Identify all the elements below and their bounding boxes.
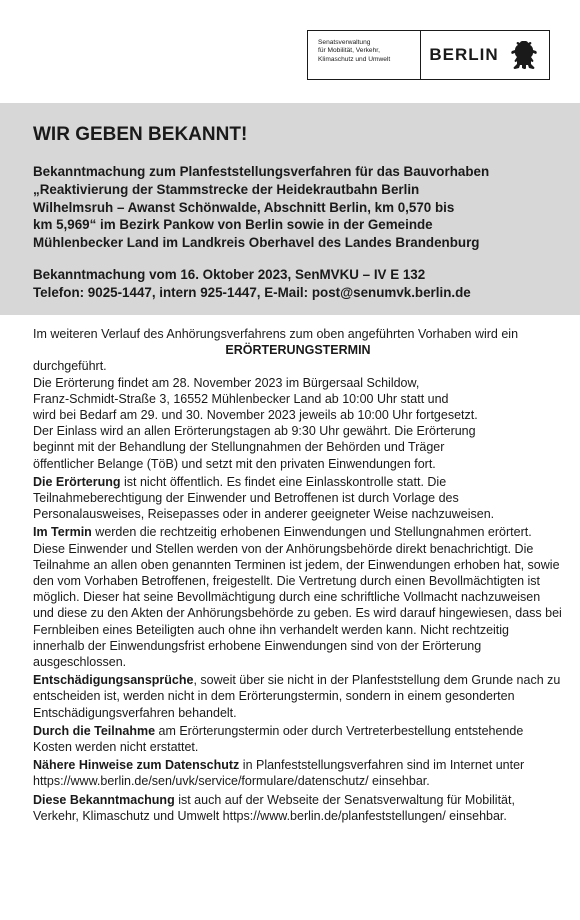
paragraph-lead: Die Erörterung	[33, 474, 121, 489]
costs-paragraph	[33, 723, 563, 755]
paragraph-text: in Planfeststellungsverfahren sind im Internet unter https://www.berlin.de/sen/uvk/service/formulare/datenschutz/ einsehbar.	[33, 758, 525, 789]
hearing-details-paragraph	[33, 375, 563, 472]
paragraph-line: beginnt mit der Behandlung der Stellungnahmen der Behörden und Träger	[33, 440, 445, 455]
berlin-bear-icon	[511, 39, 541, 73]
subject-line: km 5,969“ im Bezirk Pankow von Berlin sowie in der Gemeinde	[33, 217, 433, 233]
contact-line: Telefon: 9025-1447, intern 925-1447, E-Mail: post@senumvk.berlin.de	[33, 285, 471, 301]
paragraph-line: Die Erörterung findet am 28. November 2023 im Bürgersaal Schildow,	[33, 375, 420, 390]
paragraph-lead: Entschädigungsansprüche	[33, 673, 194, 688]
compensation-paragraph	[33, 672, 563, 721]
announcement-subject	[33, 163, 563, 252]
paragraph-line: Franz-Schmidt-Straße 3, 16552 Mühlenbecker Land ab 10:00 Uhr statt und	[33, 391, 449, 406]
logo-divider	[420, 30, 421, 80]
announcement-body	[33, 326, 563, 824]
authority-line: Klimaschutz und Umwelt	[318, 55, 391, 63]
announcement-meta	[33, 266, 563, 303]
objections-paragraph	[33, 524, 563, 670]
announcement-date-line: Bekanntmachung vom 16. Oktober 2023, SenMVKU – IV E 132	[33, 267, 426, 282]
paragraph-text: werden die rechtzeitig erhobenen Einwendungen und Stellungnahmen erörtert. Diese Einwender und Stellen werden von der Anhörungsbehörde direkt benachrichtigt. Die Teilnahme an allen oben genannten Terminen ist jedem, der Einwendungen erhoben hat, sowie den vom Vorhaben Betroffenen, freigestellt. Die Vertretung durch einen Bevollmächtigten ist möglich. Dieser hat seine Bevollmächtigung durch eine schriftliche Vollmacht nachzuweisen und diese zu den Akten der Anhörungsbehörde zu geben. Es wird darauf hingewiesen, dass bei Fernbleiben eines Beteiligten auch ohne ihn verhandelt werden kann. Nicht rechtzeitig innerhalb der Einwendungsfrist erhobene Einwendungen sind von der Erörterung ausgeschlossen.	[33, 525, 562, 670]
paragraph-line: wird bei Bedarf am 29. und 30. November 2023 jeweils ab 10:00 Uhr fortgesetzt.	[33, 408, 478, 423]
subject-line: „Reaktivierung der Stammstrecke der Heidekrautbahn Berlin	[33, 181, 420, 197]
paragraph-text: , soweit über sie nicht in der Planfeststellung dem Grunde nach zu entscheiden ist, werden nicht in dem Erörterungstermin, sondern in einem gesonderten Entschädigungsverfahren behandelt.	[33, 673, 561, 720]
subject-line: Bekanntmachung zum Planfeststellungsverfahren für das Bauvorhaben	[33, 164, 490, 179]
subject-line: Mühlenbecker Land im Landkreis Oberhavel des Landes Brandenburg	[33, 235, 480, 251]
paragraph-line: öffentlicher Belange (TöB) und setzt mit den privaten Einwendungen fort.	[33, 456, 436, 471]
paragraph-lead: Nähere Hinweise zum Datenschutz	[33, 758, 240, 773]
paragraph-line: Der Einlass wird an allen Erörterungstagen ab 9:30 Uhr gewährt. Die Erörterung	[33, 424, 476, 439]
after-heading-text: durchgeführt.	[33, 359, 107, 374]
authority-line: für Mobilität, Verkehr,	[318, 47, 380, 55]
authority-line: Senatsverwaltung	[318, 39, 371, 46]
paragraph-lead: Durch die Teilnahme	[33, 723, 156, 738]
authority-name	[318, 39, 428, 64]
subject-line: Wilhelmsruh – Awanst Schönwalde, Abschnitt Berlin, km 0,570 bis	[33, 199, 455, 215]
paragraph-text: am Erörterungstermin oder durch Vertreterbestellung entstehende Kosten werden nicht erstattet.	[33, 723, 524, 755]
privacy-paragraph	[33, 757, 563, 789]
section-heading: ERÖRTERUNGSTERMIN	[225, 343, 371, 358]
paragraph-lead: Diese Bekanntmachung	[33, 792, 175, 807]
paragraph-text: ist auch auf der Webseite der Senatsverwaltung für Mobilität, Verkehr, Klimaschutz und Umwelt https://www.berlin.de/planfeststellungen/ einsehbar.	[33, 792, 515, 823]
berlin-wordmark: BERLIN	[429, 45, 499, 64]
access-paragraph	[33, 474, 563, 523]
announcement-title: WIR GEBEN BEKANNT!	[33, 124, 248, 145]
intro-text: Im weiteren Verlauf des Anhörungsverfahrens zum oben angeführten Vorhaben wird ein	[33, 327, 519, 341]
website-paragraph	[33, 792, 563, 824]
paragraph-text: ist nicht öffentlich. Es findet eine Einlasskontrolle statt. Die Teilnahmeberechtigung der Einwender und Betroffenen ist durch Vorlage des Personalausweises, Reisepasses oder in anderer geeigneter Weise nachzuweisen.	[33, 474, 495, 522]
paragraph-lead: Im Termin	[33, 525, 92, 540]
